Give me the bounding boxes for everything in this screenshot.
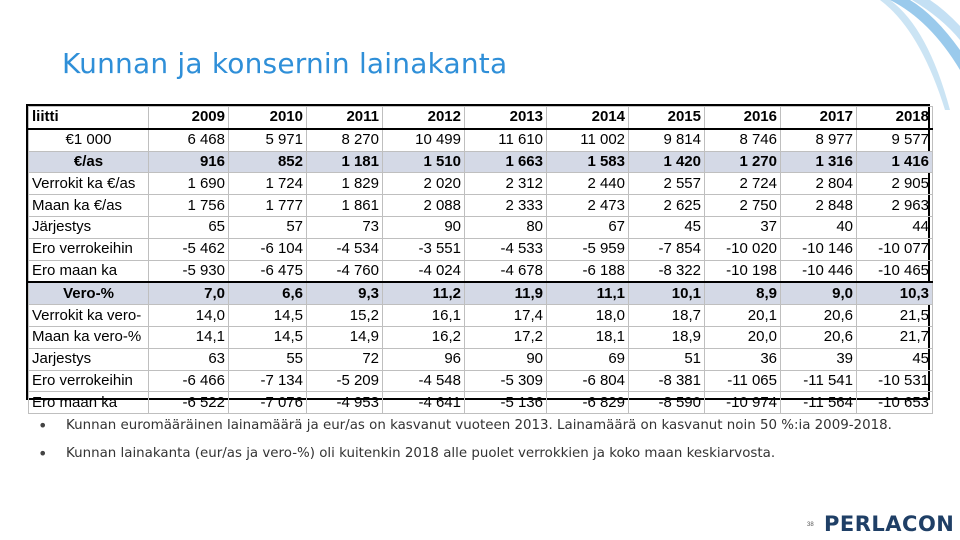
value-cell: 1 777 <box>229 195 307 217</box>
value-cell: 9,3 <box>307 282 383 304</box>
year-header-cell: 2009 <box>149 107 229 129</box>
value-cell: 72 <box>307 348 383 370</box>
value-cell: -11 541 <box>781 370 857 392</box>
corner-decoration <box>850 0 960 110</box>
value-cell: 20,0 <box>705 326 781 348</box>
year-header-cell: 2014 <box>547 107 629 129</box>
row-label-cell: Maan ka vero-% <box>29 326 149 348</box>
value-cell: 1 583 <box>547 151 629 173</box>
value-cell: -4 760 <box>307 260 383 282</box>
year-header-cell: 2010 <box>229 107 307 129</box>
value-cell: -5 959 <box>547 238 629 260</box>
year-header-cell: 2011 <box>307 107 383 129</box>
value-cell: -10 974 <box>705 392 781 414</box>
value-cell: 2 557 <box>629 173 705 195</box>
row-label-cell: €/as <box>29 151 149 173</box>
loan-stock-table <box>26 104 930 411</box>
value-cell: 2 312 <box>465 173 547 195</box>
value-cell: -7 134 <box>229 370 307 392</box>
year-header-cell: 2015 <box>629 107 705 129</box>
value-cell: 17,4 <box>465 305 547 327</box>
value-cell: -10 020 <box>705 238 781 260</box>
row-label-cell: €1 000 <box>29 129 149 151</box>
value-cell: 1 663 <box>465 151 547 173</box>
value-cell: 16,1 <box>383 305 465 327</box>
slide-title: Kunnan ja konsernin lainakanta <box>62 46 508 80</box>
bullet-dot-icon: • <box>38 444 48 463</box>
value-cell: -7 854 <box>629 238 705 260</box>
value-cell: 36 <box>705 348 781 370</box>
value-cell: 18,1 <box>547 326 629 348</box>
row-label-cell: Järjestys <box>29 216 149 238</box>
value-cell: 916 <box>149 151 229 173</box>
value-cell: -4 641 <box>383 392 465 414</box>
value-cell: 2 473 <box>547 195 629 217</box>
value-cell: 8 977 <box>781 129 857 151</box>
value-cell: 63 <box>149 348 229 370</box>
value-cell: 2 440 <box>547 173 629 195</box>
value-cell: 1 420 <box>629 151 705 173</box>
value-cell: 21,5 <box>857 305 933 327</box>
value-cell: 2 804 <box>781 173 857 195</box>
value-cell: 1 416 <box>857 151 933 173</box>
value-cell: 1 510 <box>383 151 465 173</box>
value-cell: 45 <box>857 348 933 370</box>
row-label-cell: Ero maan ka <box>29 260 149 282</box>
bullet-dot-icon: • <box>38 416 48 435</box>
table-row <box>29 216 933 238</box>
value-cell: 90 <box>465 348 547 370</box>
bullet-text: Kunnan euromääräinen lainamäärä ja eur/as on kasvanut vuoteen 2013. Lainamäärä on kasvanut noin 50 %:ia 2009-2018. <box>66 418 892 433</box>
value-cell: -5 136 <box>465 392 547 414</box>
value-cell: 44 <box>857 216 933 238</box>
value-cell: -11 065 <box>705 370 781 392</box>
table-row <box>29 173 933 195</box>
value-cell: -10 465 <box>857 260 933 282</box>
value-cell: -3 551 <box>383 238 465 260</box>
value-cell: 6 468 <box>149 129 229 151</box>
value-cell: -8 322 <box>629 260 705 282</box>
value-cell: 1 181 <box>307 151 383 173</box>
value-cell: -6 104 <box>229 238 307 260</box>
logo-text: PERLACON <box>824 512 955 536</box>
value-cell: 2 905 <box>857 173 933 195</box>
value-cell: 18,0 <box>547 305 629 327</box>
table-row <box>29 326 933 348</box>
value-cell: -5 209 <box>307 370 383 392</box>
value-cell: -4 548 <box>383 370 465 392</box>
value-cell: -4 678 <box>465 260 547 282</box>
row-label-cell: Maan ka €/as <box>29 195 149 217</box>
value-cell: 14,5 <box>229 305 307 327</box>
value-cell: 80 <box>465 216 547 238</box>
value-cell: -4 534 <box>307 238 383 260</box>
row-label-cell: Ero verrokeihin <box>29 238 149 260</box>
table-row <box>29 392 933 414</box>
value-cell: 2 848 <box>781 195 857 217</box>
year-header-cell: 2017 <box>781 107 857 129</box>
value-cell: -8 590 <box>629 392 705 414</box>
value-cell: 2 750 <box>705 195 781 217</box>
value-cell: -6 804 <box>547 370 629 392</box>
year-header-cell: 2012 <box>383 107 465 129</box>
value-cell: 18,7 <box>629 305 705 327</box>
value-cell: 11 610 <box>465 129 547 151</box>
value-cell: 9,0 <box>781 282 857 304</box>
value-cell: 5 971 <box>229 129 307 151</box>
row-label-cell: Jarjestys <box>29 348 149 370</box>
value-cell: 2 724 <box>705 173 781 195</box>
value-cell: 73 <box>307 216 383 238</box>
value-cell: 37 <box>705 216 781 238</box>
value-cell: 67 <box>547 216 629 238</box>
value-cell: 21,7 <box>857 326 933 348</box>
row-label-cell: Verrokit ka vero- <box>29 305 149 327</box>
row-label-cell: Ero maan ka <box>29 392 149 414</box>
value-cell: 10,3 <box>857 282 933 304</box>
value-cell: -10 198 <box>705 260 781 282</box>
value-cell: 14,5 <box>229 326 307 348</box>
value-cell: -10 531 <box>857 370 933 392</box>
value-cell: 90 <box>383 216 465 238</box>
row-label-cell: Ero verrokeihin <box>29 370 149 392</box>
value-cell: -10 446 <box>781 260 857 282</box>
value-cell: 11,2 <box>383 282 465 304</box>
header-label-cell: liitti <box>29 107 149 129</box>
table-row <box>29 305 933 327</box>
value-cell: -7 076 <box>229 392 307 414</box>
table-row <box>29 151 933 173</box>
value-cell: 14,1 <box>149 326 229 348</box>
value-cell: 9 577 <box>857 129 933 151</box>
table-row <box>29 282 933 304</box>
value-cell: 8 270 <box>307 129 383 151</box>
value-cell: -5 309 <box>465 370 547 392</box>
value-cell: 57 <box>229 216 307 238</box>
value-cell: -6 522 <box>149 392 229 414</box>
value-cell: 8,9 <box>705 282 781 304</box>
value-cell: 11,9 <box>465 282 547 304</box>
table-row <box>29 129 933 151</box>
value-cell: 55 <box>229 348 307 370</box>
value-cell: 65 <box>149 216 229 238</box>
value-cell: 7,0 <box>149 282 229 304</box>
value-cell: 2 625 <box>629 195 705 217</box>
value-cell: 1 724 <box>229 173 307 195</box>
row-label-cell: Verrokit ka €/as <box>29 173 149 195</box>
value-cell: -5 462 <box>149 238 229 260</box>
value-cell: 2 020 <box>383 173 465 195</box>
year-header-cell: 2018 <box>857 107 933 129</box>
value-cell: -6 188 <box>547 260 629 282</box>
value-cell: -6 466 <box>149 370 229 392</box>
value-cell: 18,9 <box>629 326 705 348</box>
company-logo <box>824 512 954 536</box>
value-cell: 96 <box>383 348 465 370</box>
bullet-item <box>38 416 898 436</box>
value-cell: -11 564 <box>781 392 857 414</box>
row-label-cell: Vero-% <box>29 282 149 304</box>
table-header-row <box>29 107 933 129</box>
value-cell: 39 <box>781 348 857 370</box>
year-header-cell: 2013 <box>465 107 547 129</box>
value-cell: -4 024 <box>383 260 465 282</box>
value-cell: -5 930 <box>149 260 229 282</box>
value-cell: 16,2 <box>383 326 465 348</box>
value-cell: -6 475 <box>229 260 307 282</box>
value-cell: -4 953 <box>307 392 383 414</box>
value-cell: 2 963 <box>857 195 933 217</box>
value-cell: 10 499 <box>383 129 465 151</box>
bullet-text: Kunnan lainakanta (eur/as ja vero-%) oli kuitenkin 2018 alle puolet verrokkien ja koko maan keskiarvosta. <box>66 446 776 461</box>
value-cell: 20,6 <box>781 305 857 327</box>
value-cell: 10,1 <box>629 282 705 304</box>
value-cell: 69 <box>547 348 629 370</box>
value-cell: 11 002 <box>547 129 629 151</box>
value-cell: 2 088 <box>383 195 465 217</box>
value-cell: 8 746 <box>705 129 781 151</box>
value-cell: 40 <box>781 216 857 238</box>
table-row <box>29 195 933 217</box>
value-cell: 14,9 <box>307 326 383 348</box>
value-cell: 1 316 <box>781 151 857 173</box>
year-header-cell: 2016 <box>705 107 781 129</box>
value-cell: 15,2 <box>307 305 383 327</box>
page-number: 38 <box>807 522 814 528</box>
value-cell: 2 333 <box>465 195 547 217</box>
value-cell: 1 270 <box>705 151 781 173</box>
bullet-list <box>38 416 898 472</box>
value-cell: 14,0 <box>149 305 229 327</box>
table-row <box>29 370 933 392</box>
value-cell: 6,6 <box>229 282 307 304</box>
value-cell: -10 653 <box>857 392 933 414</box>
table-row <box>29 260 933 282</box>
table-row <box>29 238 933 260</box>
value-cell: 1 756 <box>149 195 229 217</box>
value-cell: 852 <box>229 151 307 173</box>
value-cell: 20,6 <box>781 326 857 348</box>
value-cell: -10 146 <box>781 238 857 260</box>
bullet-item <box>38 444 898 464</box>
value-cell: 1 861 <box>307 195 383 217</box>
value-cell: 9 814 <box>629 129 705 151</box>
value-cell: 51 <box>629 348 705 370</box>
value-cell: 11,1 <box>547 282 629 304</box>
value-cell: -8 381 <box>629 370 705 392</box>
value-cell: -6 829 <box>547 392 629 414</box>
value-cell: -4 533 <box>465 238 547 260</box>
table-row <box>29 348 933 370</box>
value-cell: 1 690 <box>149 173 229 195</box>
value-cell: 17,2 <box>465 326 547 348</box>
value-cell: 45 <box>629 216 705 238</box>
value-cell: -10 077 <box>857 238 933 260</box>
value-cell: 20,1 <box>705 305 781 327</box>
value-cell: 1 829 <box>307 173 383 195</box>
